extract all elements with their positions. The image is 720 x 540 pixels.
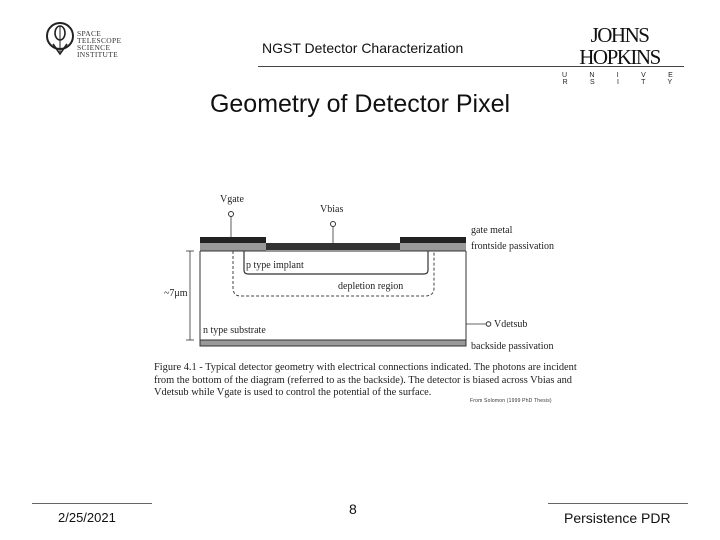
frontside-passivation-right	[400, 243, 466, 251]
vgate-label: Vgate	[220, 194, 244, 205]
n-type-substrate-label: n type substrate	[203, 325, 266, 336]
footer-divider-right	[548, 503, 688, 504]
footer-date: 2/25/2021	[58, 510, 116, 525]
vbias-label: Vbias	[320, 204, 344, 215]
backside-passivation	[200, 340, 466, 346]
depletion-region-label: depletion region	[338, 281, 404, 292]
frontside-passivation-label: frontside passivation	[471, 241, 555, 252]
source-citation: From Solomon (1999 PhD Thesis)	[470, 398, 552, 404]
figure-caption: Figure 4.1 - Typical detector geometry with electrical connections indicated. The photons are incident from the bottom of the diagram (referred to as the backside). The detector is biased across Vbias and Vdetsub while Vgate is used to control the potential of the surface.	[154, 362, 577, 398]
thickness-label: ~7μm	[164, 288, 188, 299]
implant-contact	[266, 243, 400, 250]
p-type-implant-label: p type implant	[246, 260, 304, 271]
footer-title: Persistence PDR	[564, 510, 671, 526]
footer-divider-left	[32, 503, 152, 504]
slide-title: Geometry of Detector Pixel	[209, 90, 511, 118]
stsci-wordmark: SPACE TELESCOPE SCIENCE INSTITUTE	[77, 29, 122, 59]
jhu-name: JOHNS HOPKINS	[579, 23, 660, 69]
page-number: 8	[349, 501, 357, 517]
gate-metal-left	[200, 237, 266, 243]
jhu-logo	[552, 24, 687, 86]
gate-metal-label: gate metal	[471, 225, 513, 236]
vbias-terminal	[331, 222, 336, 227]
backside-passivation-label: backside passivation	[471, 341, 554, 352]
header-title: NGST Detector Characterization	[262, 40, 464, 56]
jhu-subtitle: U N I V E R S I T Y	[562, 72, 683, 86]
vdetsub-terminal	[486, 322, 491, 327]
gate-metal-right	[400, 237, 466, 243]
frontside-passivation-left	[200, 243, 266, 251]
vgate-terminal	[229, 212, 234, 217]
vdetsub-label: Vdetsub	[494, 319, 528, 330]
